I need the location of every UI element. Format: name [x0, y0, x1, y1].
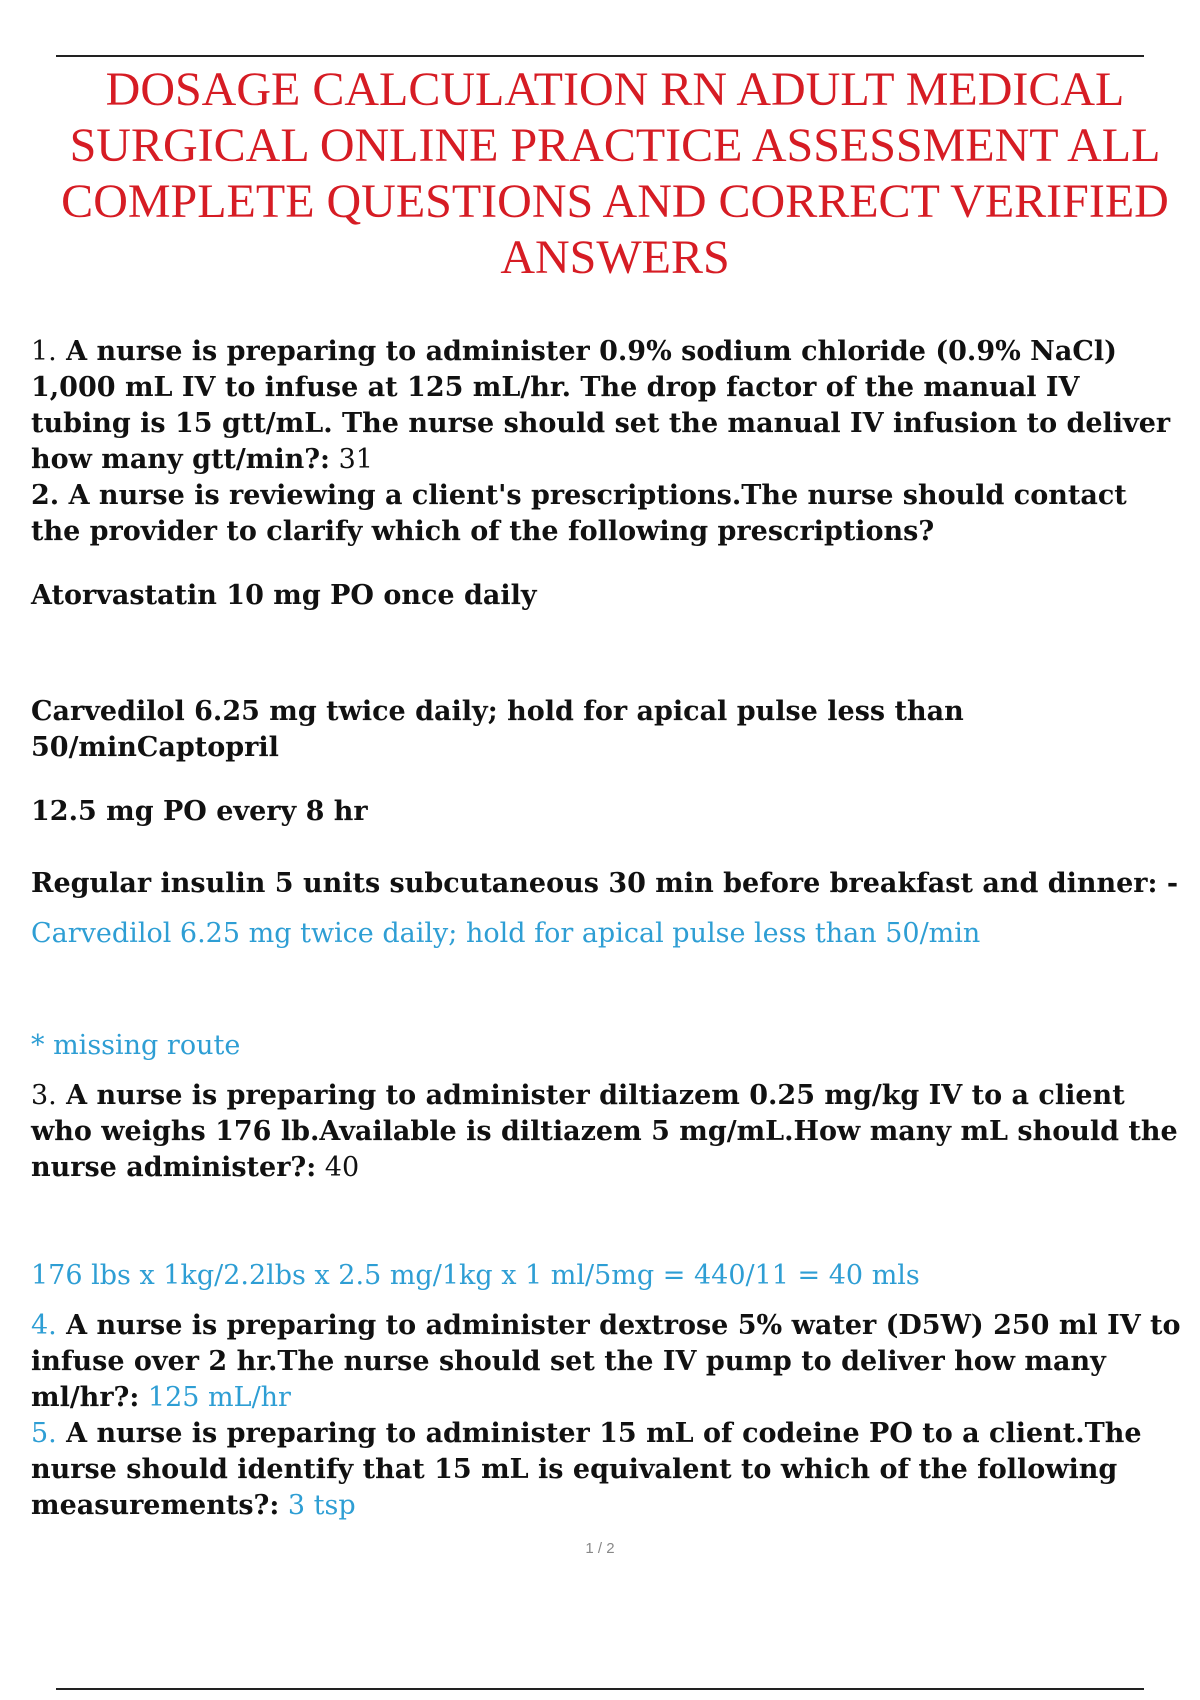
q2-option-2: Carvedilol 6.25 mg twice daily; hold for apical pulse less than 50/minCaptopril [31, 696, 964, 763]
question-1 [31, 334, 1181, 478]
question-number: 2. [31, 480, 60, 511]
question-answer: 31 [330, 444, 373, 475]
question-5 [31, 1416, 1181, 1524]
question-text: A nurse is preparing to administer 0.9% sodium chloride (0.9% NaCl) 1,000 mL IV to infuse at 125 mL/hr. The drop factor of the manual IV tubing is 15 gtt/mL. The nurse should set the manual IV infusion to deliver how many gtt/min?: [31, 336, 1171, 475]
question-answer: 125 mL/hr [139, 1382, 291, 1413]
document-title: DOSAGE CALCULATION RN ADULT MEDICAL SURGICAL ONLINE PRACTICE ASSESSMENT ALL COMPLETE QUESTIONS AND CORRECT VERIFIED ANSWERS [61, 63, 1169, 284]
page-indicator: 1 / 2 [585, 1540, 615, 1557]
question-2 [31, 478, 1181, 550]
q2-answer: Carvedilol 6.25 mg twice daily; hold for apical pulse less than 50/min [31, 918, 981, 949]
q2-option-3: 12.5 mg PO every 8 hr [31, 796, 368, 827]
question-text: A nurse is preparing to administer diltiazem 0.25 mg/kg IV to a client who weighs 176 lb.Available is diltiazem 5 mg/mL.How many mL should the nurse administer?: [31, 1080, 1178, 1183]
bottom-rule [56, 1688, 1144, 1690]
question-answer: 40 [316, 1152, 360, 1183]
question-number: 4. [31, 1310, 57, 1341]
question-answer: 3 tsp [279, 1490, 356, 1521]
document-body [31, 334, 1181, 1524]
question-number: 5. [31, 1418, 57, 1449]
question-text: A nurse is preparing to administer dextrose 5% water (D5W) 250 ml IV to infuse over 2 hr.The nurse should set the IV pump to deliver how many ml/hr?: [31, 1310, 1181, 1413]
top-rule [56, 55, 1144, 57]
question-3 [31, 1078, 1181, 1186]
question-text: A nurse is preparing to administer 15 mL of codeine PO to a client.The nurse should identify that 15 mL is equivalent to which of the following measurements?: [31, 1418, 1142, 1521]
q2-option-1: Atorvastatin 10 mg PO once daily [31, 580, 537, 611]
q2-option-4: Regular insulin 5 units subcutaneous 30 min before breakfast and dinner: - [31, 868, 1179, 899]
question-number: 3. [31, 1080, 57, 1111]
question-text: A nurse is reviewing a client's prescriptions.The nurse should contact the provider to clarify which of the following prescriptions? [31, 480, 1127, 547]
q2-note: * missing route [31, 1030, 241, 1061]
q3-work: 176 lbs x 1kg/2.2lbs x 2.5 mg/1kg x 1 ml/5mg = 440/11 = 40 mls [31, 1260, 920, 1291]
question-4 [31, 1308, 1181, 1416]
question-number: 1. [31, 336, 57, 367]
